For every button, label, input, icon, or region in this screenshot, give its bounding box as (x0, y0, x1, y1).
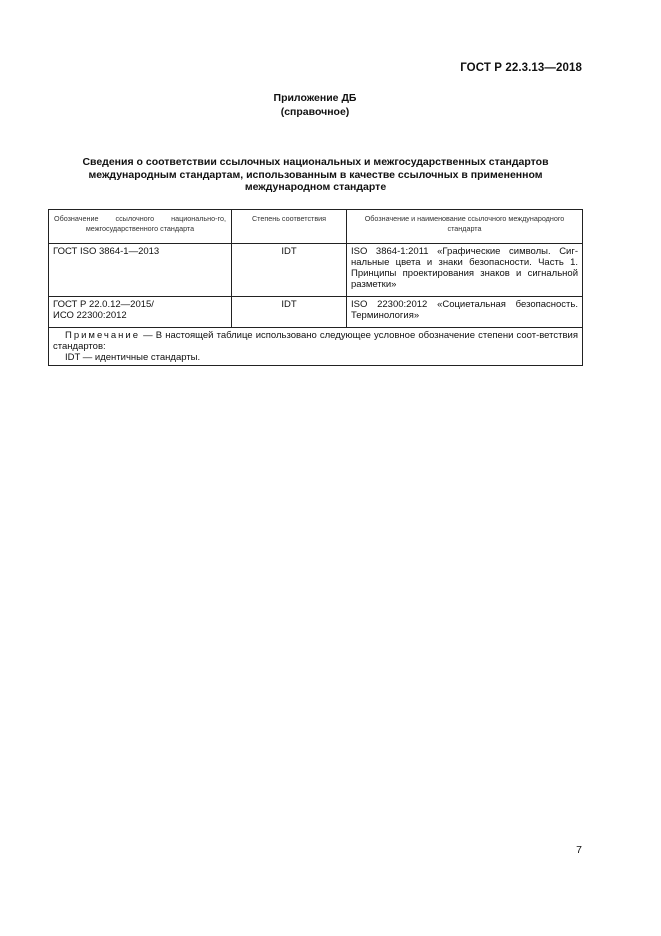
cell-international-standard: ISO 22300:2012 «Социетальная безопасность. Терминология» (347, 297, 583, 328)
table-note (49, 328, 583, 366)
cell-national-standard (49, 244, 232, 297)
note-label: Примечание (65, 330, 140, 341)
section-heading (48, 156, 583, 194)
standards-correspondence-table (48, 209, 583, 366)
table-row (49, 297, 583, 328)
heading-line-1: Сведения о соответствии ссылочных национальных и межгосударственных стандартов (82, 156, 549, 168)
appendix-block (0, 91, 630, 119)
cell-national-standard (49, 297, 232, 328)
national-standard-line-1: ГОСТ Р 22.0.12—2015/ (53, 299, 154, 310)
note-text: — В настоящей таблице использовано следующее условное обозначение степени соот-ветствия стандартов: (53, 330, 578, 352)
heading-line-3: международном стандарте (244, 181, 387, 193)
cell-degree: IDT (232, 244, 347, 297)
appendix-title: Приложение ДБ (273, 92, 357, 104)
cell-international-standard: ISO 3864-1:2011 «Графические символы. Сиг-нальные цвета и знаки безопасности. Часть 1. Принципы проектирования знаков и сигнальной разметки» (347, 244, 583, 297)
table-header-row (49, 210, 583, 244)
table-note-row (49, 328, 583, 366)
national-standard-line-2: ИСО 22300:2012 (53, 310, 127, 321)
header-international-standard: Обозначение и наименование ссылочного международного стандарта (347, 210, 583, 244)
national-standard-line-1: ГОСТ ISO 3864-1—2013 (53, 246, 160, 257)
document-code: ГОСТ Р 22.3.13—2018 (460, 62, 582, 74)
note-abbreviation: IDT — идентичные стандарты. (65, 352, 201, 363)
heading-line-2: международным стандартам, использованным в качестве ссылочных в примененном (88, 168, 543, 181)
header-national-standard: Обозначение ссылочного национально-го, межгосударственного стандарта (49, 210, 232, 244)
appendix-subtitle: (справочное) (280, 106, 350, 118)
cell-degree: IDT (232, 297, 347, 328)
header-degree: Степень соответствия (232, 210, 347, 244)
page-number: 7 (576, 844, 582, 856)
table-row (49, 244, 583, 297)
